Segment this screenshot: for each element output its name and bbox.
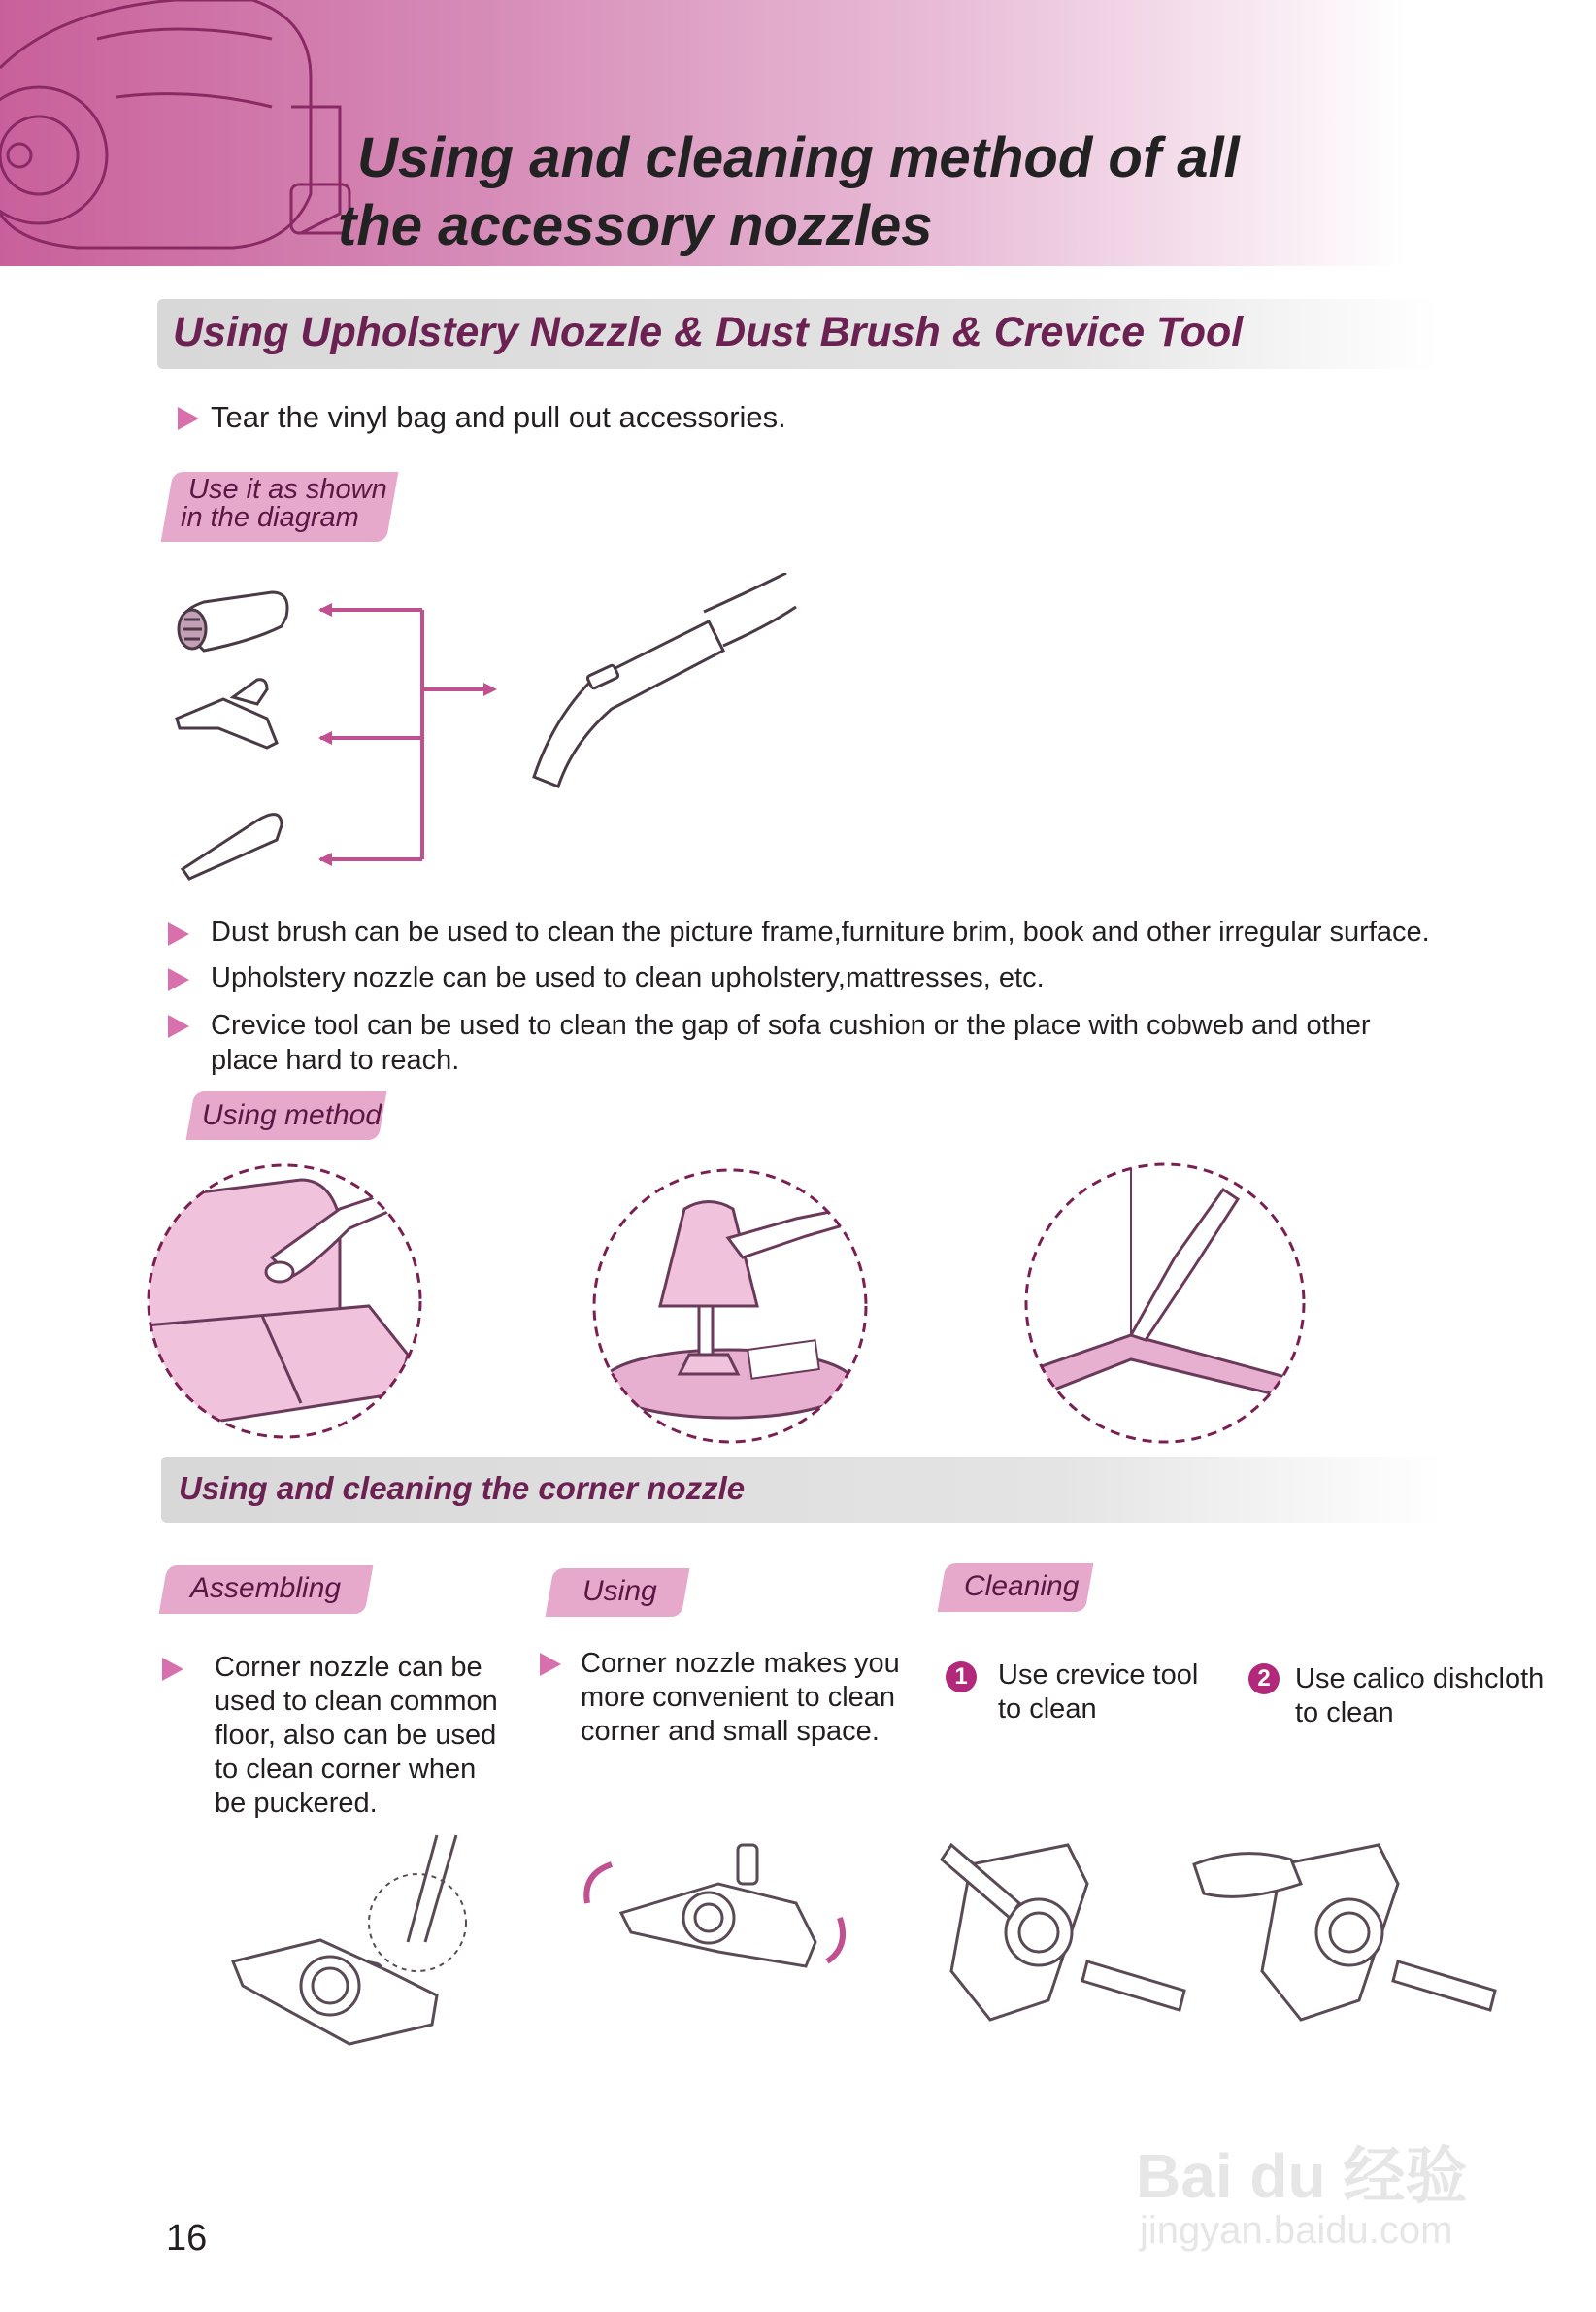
page-title — [338, 124, 1240, 260]
assembling-text: Corner nozzle can be used to clean common floor, also can be used to clean corner when be puckered. — [215, 1652, 498, 1819]
section1-title: Using Upholstery Nozzle & Dust Brush & Crevice Tool — [173, 309, 1244, 355]
page-number: 16 — [166, 2218, 208, 2259]
page-title-line2: the accessory nozzles — [338, 194, 933, 257]
cleaning-step2-text: Use calico dishcloth to clean — [1295, 1663, 1545, 1728]
tag-using-label: Using — [582, 1575, 657, 1607]
upholstery-nozzle-icon — [177, 680, 277, 748]
section2-title: Using and cleaning the corner nozzle — [179, 1470, 746, 1506]
bullet-triangle-icon — [162, 1658, 183, 1681]
bullet-crevice-tool-cont: place hard to reach. — [211, 1045, 460, 1076]
bullet-triangle-icon — [540, 1653, 561, 1676]
corner-nozzle-illustrations — [214, 1826, 1592, 2136]
accessories-diagram — [165, 573, 806, 893]
cleaning-crevice-illustration — [942, 1845, 1184, 2020]
bullet-triangle-icon — [178, 407, 199, 430]
bullet-dust-brush: Dust brush can be used to clean the picture frame,furniture brim, book and other irregular surface. — [211, 917, 1430, 948]
page-title-line1: Using and cleaning method of all — [357, 126, 1240, 189]
bullet-triangle-icon — [168, 968, 189, 991]
tag-cleaning-label: Cleaning — [964, 1570, 1080, 1602]
watermark-url: jingyan.baidu.com — [1140, 2209, 1453, 2252]
section1-intro: Tear the vinyl bag and pull out accessories. — [211, 400, 786, 434]
hose-handle-icon — [534, 573, 796, 787]
tag-assembling-label: Assembling — [190, 1572, 342, 1604]
using-text: Corner nozzle makes you more convenient to clean corner and small space. — [581, 1648, 900, 1747]
dust-brush-icon — [179, 592, 287, 651]
using-illustration — [586, 1845, 843, 1966]
cleaning-step1-text: Use crevice tool to clean — [998, 1659, 1199, 1725]
assembling-illustration — [233, 1835, 466, 2044]
tag-use-as-shown-label: Use it as shown in the diagram — [181, 474, 387, 533]
sofa-cleaning-illustration — [146, 1165, 420, 1437]
tag-using-method-label: Using method — [202, 1099, 382, 1131]
bullet-triangle-icon — [168, 922, 189, 946]
connector-arrows — [320, 610, 490, 859]
using-method-illustrations — [146, 1160, 1330, 1452]
vacuum-cleaner-illustration — [0, 0, 369, 266]
watermark-logo: Bai du 经验 — [1136, 2141, 1468, 2211]
bullet-crevice-tool: Crevice tool can be used to clean the gap of sofa cushion or the place with cobweb and other — [211, 1010, 1371, 1041]
lamp-cleaning-illustration — [594, 1170, 866, 1442]
step1-number-badge: 1 — [946, 1661, 977, 1692]
corner-cleaning-illustration — [1019, 1160, 1311, 1442]
crevice-tool-icon — [183, 815, 282, 879]
step2-number-badge: 2 — [1248, 1663, 1280, 1694]
cleaning-dishcloth-illustration — [1194, 1845, 1495, 2020]
bullet-triangle-icon — [168, 1015, 189, 1038]
bullet-upholstery-nozzle: Upholstery nozzle can be used to clean upholstery,mattresses, etc. — [211, 962, 1045, 993]
